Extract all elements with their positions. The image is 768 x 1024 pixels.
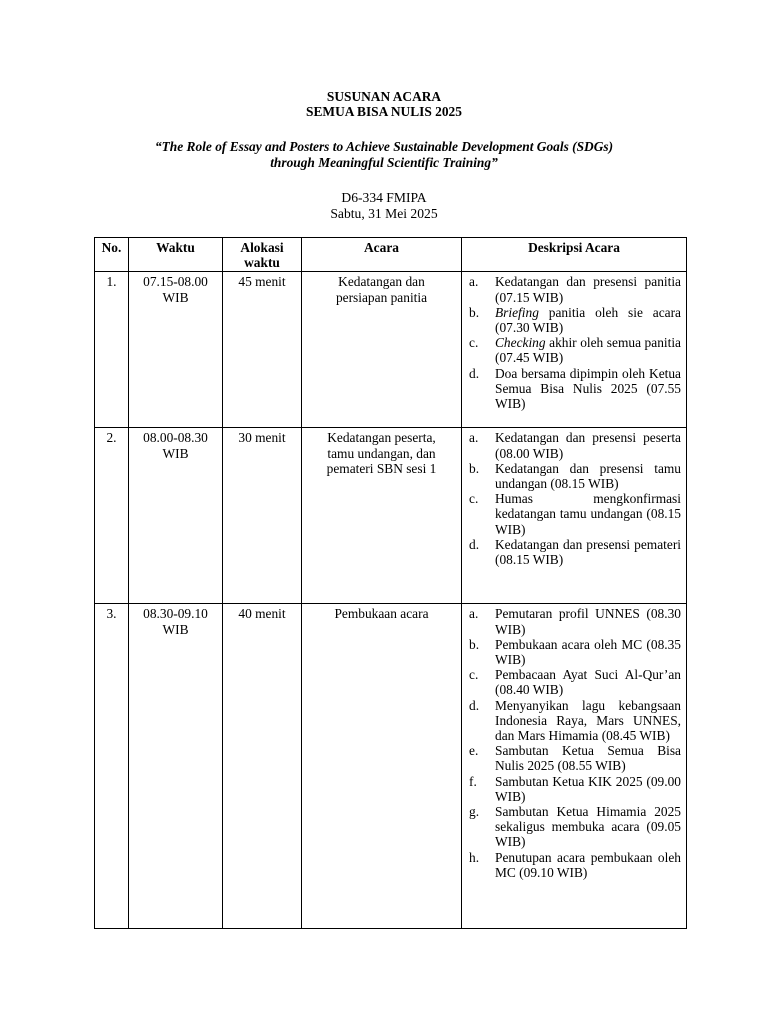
- document-title-event: SEMUA BISA NULIS 2025: [306, 104, 462, 119]
- list-item-label: g.: [469, 804, 480, 820]
- list-item-label: b.: [469, 636, 480, 652]
- row-time: [129, 428, 223, 604]
- theme-line-2: through Meaningful Scientific Training”: [270, 155, 498, 170]
- list-item-text: akhir oleh semua panitia (07.45 WIB): [495, 335, 681, 366]
- list-item: [467, 461, 681, 491]
- row-event-line: Kedatangan dan: [338, 274, 425, 290]
- header-acara: Acara: [302, 238, 462, 272]
- list-item-text: Pemutaran profil UNNES (08.30 WIB): [495, 606, 681, 637]
- list-item-label: b.: [469, 304, 480, 320]
- table-row: [95, 604, 687, 929]
- list-item-text: Penutupan acara pembukaan oleh MC (09.10 WIB): [495, 849, 681, 880]
- description-list: [467, 430, 681, 567]
- list-item: [467, 305, 681, 335]
- list-item: [467, 804, 681, 850]
- row-time-range: 08.00-08.30: [143, 430, 208, 446]
- row-number: 1.: [95, 272, 129, 428]
- list-item: [467, 774, 681, 804]
- description-list: [467, 274, 681, 411]
- header-alokasi-line1: Alokasi: [240, 240, 284, 255]
- document-title: SUSUNAN ACARA: [326, 89, 442, 104]
- header-waktu: Waktu: [129, 238, 223, 272]
- list-item: [467, 698, 681, 744]
- list-item-label: e.: [469, 743, 479, 759]
- list-item-label: b.: [469, 460, 480, 476]
- list-item-text: Kedatangan dan presensi tamu undangan (08.15 WIB): [495, 460, 681, 492]
- description-list: [467, 606, 681, 880]
- row-time-zone: WIB: [162, 289, 189, 305]
- row-event-line: Pembukaan acara: [334, 606, 429, 622]
- row-number: 3.: [95, 604, 129, 929]
- row-time: [129, 604, 223, 929]
- theme-line-1: “The Role of Essay and Posters to Achieve Sustainable Development Goals (SDGs): [154, 139, 614, 154]
- list-item: [467, 606, 681, 636]
- header-alokasi: [223, 238, 302, 272]
- row-event: [302, 604, 462, 929]
- list-item-label: d.: [469, 365, 480, 381]
- list-item: [467, 850, 681, 880]
- list-item-label: f.: [469, 773, 477, 789]
- list-item: [467, 274, 681, 304]
- table-row: [95, 272, 687, 428]
- row-event-line: persiapan panitia: [335, 289, 428, 305]
- row-duration: 30 menit: [223, 428, 302, 604]
- list-item-label: d.: [469, 536, 480, 552]
- list-item-text: Humas mengkonfirmasi kedatangan tamu undangan (08.15 WIB): [495, 491, 681, 537]
- header-alokasi-line2: waktu: [244, 255, 280, 271]
- list-item-text: Pembukaan acara oleh MC (08.35 WIB): [495, 636, 681, 668]
- schedule-table: [94, 237, 687, 929]
- row-duration: 40 menit: [223, 604, 302, 929]
- list-item-label: c.: [469, 667, 479, 683]
- list-item: [467, 743, 681, 773]
- list-item-text: Sambutan Ketua Himamia 2025 sekaligus membuka acara (09.05 WIB): [495, 804, 681, 850]
- list-item-label: a.: [469, 274, 479, 290]
- list-item-label: a.: [469, 430, 479, 446]
- list-item-emphasis: Checking: [495, 335, 546, 351]
- row-time-range: 08.30-09.10: [143, 606, 208, 622]
- row-time: [129, 272, 223, 428]
- list-item: [467, 667, 681, 697]
- row-event-line: Kedatangan peserta,: [327, 430, 436, 446]
- list-item: [467, 491, 681, 537]
- list-item: [467, 537, 681, 567]
- row-event-line: tamu undangan, dan: [327, 445, 436, 461]
- list-item: [467, 335, 681, 365]
- list-item-label: a.: [469, 606, 479, 622]
- list-item-text: Kedatangan dan presensi pemateri (08.15 WIB): [495, 536, 681, 568]
- event-date: Sabtu, 31 Mei 2025: [330, 206, 438, 221]
- list-item: [467, 366, 681, 412]
- table-row: [95, 428, 687, 604]
- row-event: [302, 428, 462, 604]
- list-item-text: Pembacaan Ayat Suci Al-Qur’an (08.40 WIB): [495, 667, 681, 698]
- header-no: No.: [95, 238, 129, 272]
- venue: D6-334 FMIPA: [341, 190, 427, 205]
- list-item-label: c.: [469, 491, 479, 507]
- row-number: 2.: [95, 428, 129, 604]
- row-time-range: 07.15-08.00: [143, 274, 208, 290]
- list-item-emphasis: Briefing: [495, 304, 539, 320]
- list-item-text: panitia oleh sie acara (07.30 WIB): [495, 304, 681, 336]
- list-item-label: h.: [469, 849, 480, 865]
- list-item-text: Sambutan Ketua KIK 2025 (09.00 WIB): [495, 773, 681, 804]
- header-deskripsi: Deskripsi Acara: [462, 238, 687, 272]
- list-item-label: c.: [469, 335, 479, 351]
- table-header-row: [95, 238, 687, 272]
- row-event-line: pemateri SBN sesi 1: [326, 460, 437, 476]
- list-item: [467, 637, 681, 667]
- list-item-text: Kedatangan dan presensi peserta (08.00 WIB): [495, 430, 681, 461]
- row-time-zone: WIB: [162, 445, 189, 461]
- list-item-text: Doa bersama dipimpin oleh Ketua Semua Bisa Nulis 2025 (07.55 WIB): [495, 365, 681, 412]
- row-time-zone: WIB: [162, 621, 189, 637]
- row-description: [462, 428, 687, 604]
- list-item-label: d.: [469, 697, 480, 713]
- list-item-text: Kedatangan dan presensi panitia (07.15 WIB): [495, 274, 681, 305]
- list-item-text: Sambutan Ketua Semua Bisa Nulis 2025 (08.55 WIB): [495, 743, 681, 774]
- schedule-body: [95, 272, 687, 929]
- row-description: [462, 272, 687, 428]
- list-item-text: Menyanyikan lagu kebangsaan Indonesia Raya, Mars UNNES, dan Mars Himamia (08.45 WIB): [495, 697, 681, 744]
- row-duration: 45 menit: [223, 272, 302, 428]
- list-item: [467, 430, 681, 460]
- row-description: [462, 604, 687, 929]
- row-event: [302, 272, 462, 428]
